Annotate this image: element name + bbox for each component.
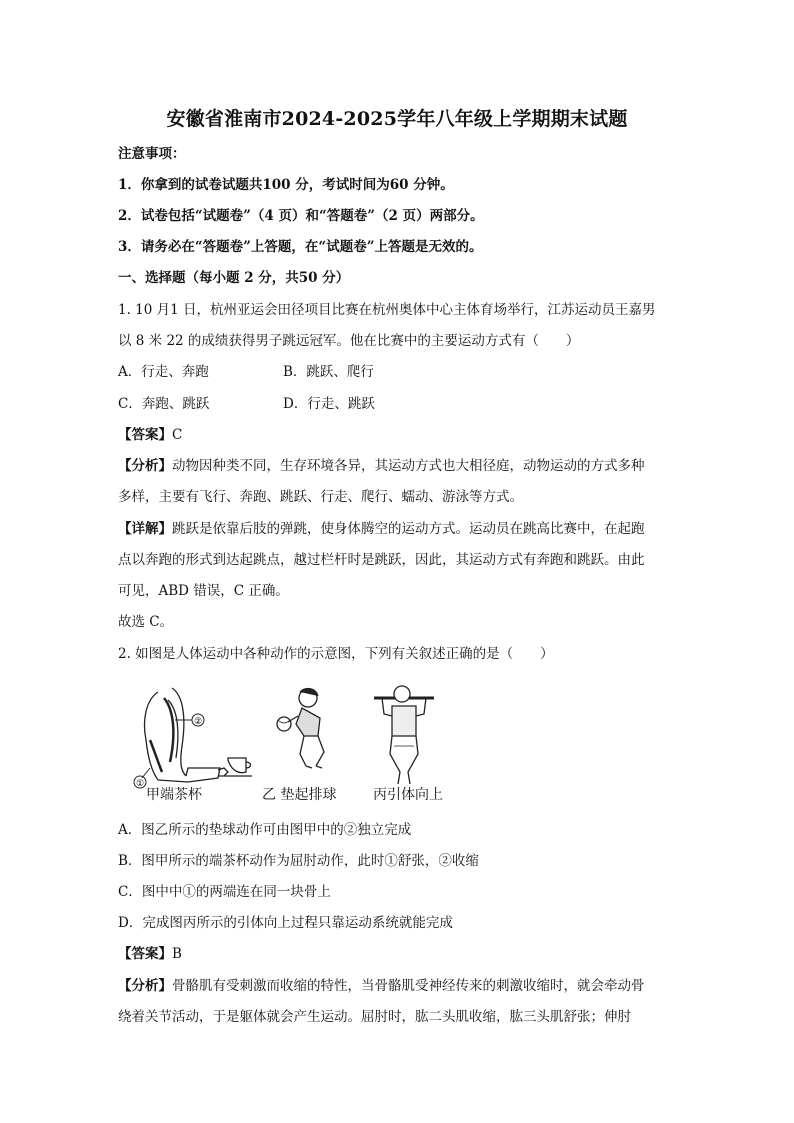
notice-item: 3．请务必在“答题卷”上答题，在“试题卷”上答题是无效的。 (118, 239, 483, 255)
page-title: 安徽省淮南市2024-2025学年八年级上学期期末试题 (166, 108, 628, 130)
volleyball-illustration (277, 689, 324, 768)
q1-conclusion: 故选 C。 (118, 614, 174, 630)
analysis-tag: 【分析】 (118, 458, 172, 474)
q1-stem-line: 1. 10 月1 日，杭州亚运会田径项目比赛在杭州奥体中心主体育场举行，江苏运动员王嘉男 (118, 302, 656, 318)
label-2: ② (193, 717, 203, 727)
analysis-tag: 【分析】 (118, 978, 172, 994)
q2-option-c: C．图中中①的两端连在同一块骨上 (118, 884, 331, 900)
q2-option-a: A．图乙所示的垫球动作可由图甲中的②独立完成 (118, 822, 412, 838)
answer-value: B (172, 946, 182, 962)
q2-answer (118, 945, 678, 963)
section-heading: 一、选择题（每小题 2 分，共50 分） (118, 270, 350, 286)
q2-stem: 2. 如图是人体运动中各种动作的示意图，下列有关叙述正确的是（ ） (118, 646, 554, 662)
detail-tag: 【详解】 (118, 521, 172, 537)
q2-option-d: D．完成图丙所示的引体向上过程只靠运动系统就能完成 (118, 915, 453, 931)
q1-option-c: C．奔跑、跳跃 (118, 396, 210, 412)
figure-caption-jia: 甲端茶杯 (146, 787, 202, 803)
notice-item: 2．试卷包括“试题卷”（4 页）和“答题卷”（2 页）两部分。 (118, 208, 484, 224)
notice-heading: 注意事项： (118, 146, 186, 162)
notice-item: 1．你拿到的试卷试题共100 分，考试时间为60 分钟。 (118, 177, 454, 193)
pullup-illustration (374, 686, 434, 784)
q1-answer (118, 426, 678, 444)
answer-value: C (172, 427, 183, 443)
figure-caption-yi: 乙 垫起排球 (262, 787, 337, 803)
arm-teacup-illustration (134, 688, 252, 788)
answer-tag: 【答案】 (118, 427, 172, 443)
label-1: ① (135, 779, 145, 789)
q1-analysis-line (118, 457, 678, 475)
q2-analysis-line: 绕着关节活动，于是躯体就会产生运动。屈肘时，肱二头肌收缩，肱三头肌舒张；伸肘 (118, 1009, 631, 1025)
q1-detail-line (118, 520, 678, 538)
q1-option-d: D．行走、跳跃 (283, 396, 375, 412)
detail-text: 跳跃是依靠后肢的弹跳，使身体腾空的运动方式。运动员在跳高比赛中，在起跑 (172, 521, 645, 537)
q1-detail-line: 可见，ABD 错误，C 正确。 (118, 583, 289, 599)
q2-analysis-line (118, 977, 678, 995)
q2-option-b: B．图甲所示的端茶杯动作为屈肘动作，此时①舒张，②收缩 (118, 853, 479, 869)
q1-option-a: A．行走、奔跑 (118, 364, 209, 380)
figure-caption-bing: 丙引体向上 (373, 787, 443, 803)
analysis-text: 骨骼肌有受刺激而收缩的特性，当骨骼肌受神经传来的刺激收缩时，就会牵动骨 (172, 978, 645, 994)
answer-tag: 【答案】 (118, 946, 172, 962)
q1-detail-line: 点以奔跑的形式到达起跳点，越过栏杆时是跳跃，因此，其运动方式有奔跑和跳跃。由此 (118, 552, 645, 568)
q1-option-b: B．跳跃、爬行 (283, 364, 374, 380)
q1-analysis-line: 多样，主要有飞行、奔跑、跳跃、行走、爬行、蠕动、游泳等方式。 (118, 489, 523, 505)
analysis-text: 动物因种类不同，生存环境各异，其运动方式也大相径庭，动物运动的方式多种 (172, 458, 645, 474)
q1-stem-line: 以 8 米 22 的成绩获得男子跳远冠军。他在比赛中的主要运动方式有（ ） (118, 333, 580, 349)
q2-figure (128, 680, 458, 800)
